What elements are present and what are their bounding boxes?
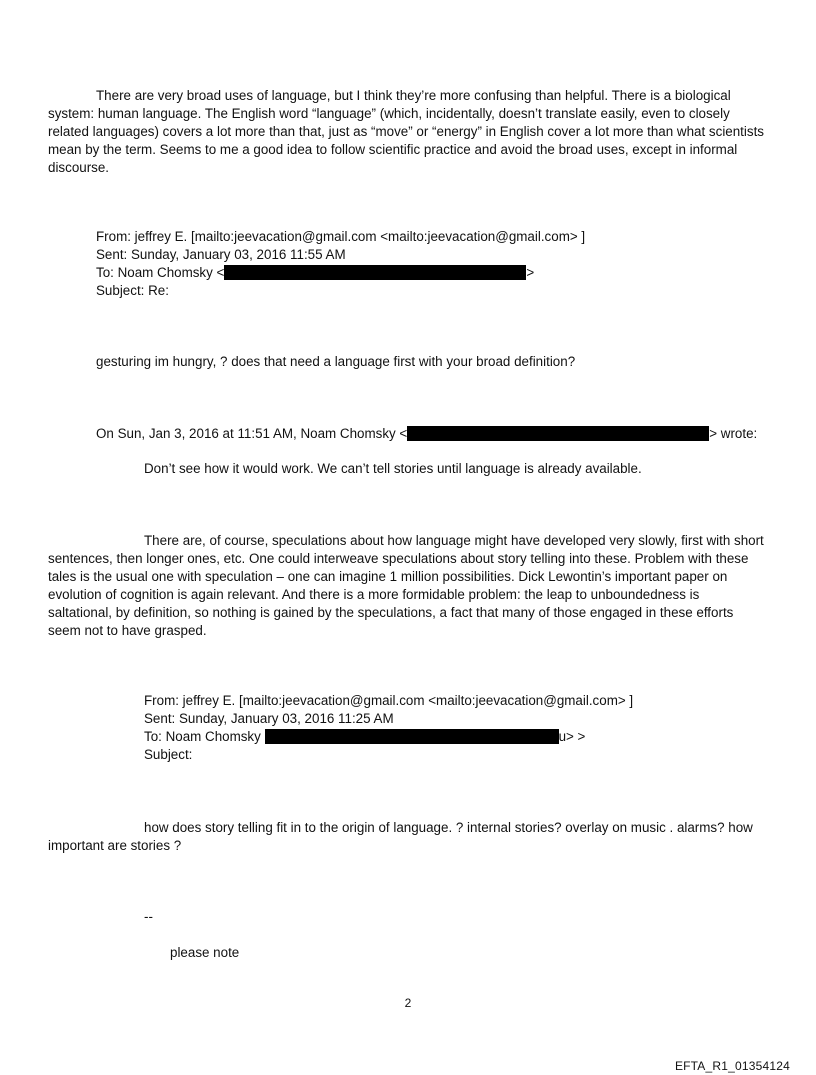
header-2-to-suffix: u> >	[558, 729, 586, 744]
signature-note: please note	[170, 945, 240, 960]
header-1-from: From: jeffrey E. [mailto:jeevacation@gmail.com <mailto:jeevacation@gmail.com> ]	[96, 229, 586, 244]
quote-header	[96, 425, 796, 443]
header-2-to-prefix: To: Noam Chomsky	[144, 729, 261, 744]
reply-1-text: gesturing im hungry, ? does that need a language first with your broad definition?	[96, 354, 576, 369]
speculation-paragraph: There are, of course, speculations about how language might have developed very slowly, first with short sentences, then longer ones, etc. One could interweave speculations about story telling into these. Problem with these tales is the usual one with speculation – one can imagine 1 million possibilities. Dick Lewontin’s important paper on evolution of cognition is again relevant. And there is a more formidable problem: the leap to unboundedness is saltational, by definition, so nothing is gained by the speculations, a fact that many of those engaged in these efforts seem not to have grasped.	[48, 533, 764, 638]
quote-line: Don’t see how it would work. We can’t tell stories until language is already available.	[144, 461, 642, 476]
header-2-sent: Sent: Sunday, January 03, 2016 11:25 AM	[144, 711, 394, 726]
redaction-bar	[224, 265, 526, 280]
quote-header-suffix: > wrote:	[709, 426, 758, 441]
header-1-to-prefix: To: Noam Chomsky <	[96, 265, 225, 280]
redaction-bar	[407, 426, 709, 441]
header-2-to	[144, 728, 784, 746]
email-header-1	[96, 228, 776, 300]
header-1-to-suffix: >	[526, 265, 535, 280]
intro-paragraph: There are very broad uses of language, but I think they’re more confusing than helpful. There is a biological system: human language. The English word “language” (which, incidentally, doesn’t translate easily, even to closely related languages) covers a lot more than that, just as “move” or “energy” in English cover a lot more than what scientists mean by the term. Seems to me a good idea to follow scientific practice and avoid the broad uses, except in informal discourse.	[48, 88, 764, 175]
email-header-2	[144, 692, 784, 764]
document-id: EFTA_R1_01354124	[674, 1059, 790, 1073]
redaction-bar	[265, 729, 559, 744]
header-1-to	[96, 264, 776, 282]
header-2-from: From: jeffrey E. [mailto:jeevacation@gmail.com <mailto:jeevacation@gmail.com> ]	[144, 693, 634, 708]
header-1-subject: Subject: Re:	[96, 283, 169, 298]
header-1-sent: Sent: Sunday, January 03, 2016 11:55 AM	[96, 247, 346, 262]
quote-header-prefix: On Sun, Jan 3, 2016 at 11:51 AM, Noam Chomsky <	[96, 426, 408, 441]
original-message: how does story telling fit in to the origin of language. ? internal stories? overlay on music . alarms? how important are stories ?	[48, 820, 753, 853]
signature-dashes: --	[144, 909, 153, 924]
page-number: 2	[404, 996, 412, 1010]
header-2-subject: Subject:	[144, 747, 193, 762]
